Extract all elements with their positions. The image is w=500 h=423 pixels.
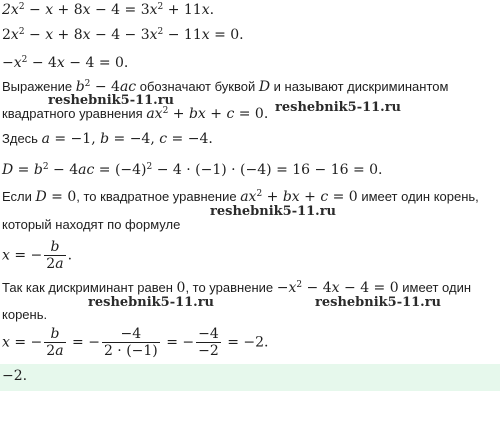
equation-1: $2x^2 - x + 8x - 4 = 3x^2 + 11x$. bbox=[2, 2, 215, 18]
paragraph-formula-intro bbox=[2, 217, 180, 232]
watermark: reshebnik5-11.ru bbox=[275, 100, 402, 115]
paragraph-single-root: Если D = 0, то квадратное уравнение $ax^2$ + bx + c = 0 имеет один корень, bbox=[2, 189, 479, 205]
root-formula: x = − $\frac{b}{2a}$ . bbox=[2, 239, 73, 272]
discriminant-computation: $D = b^2 - 4ac = (-4)^2 - 4 \cdot (-1) \cdot (-4) = 16 - 16 = 0$. bbox=[2, 162, 383, 178]
paragraph-discriminant-definition: Выражение $b^2 - 4ac$ обозначают буквой D и называют дискриминантом bbox=[2, 79, 449, 95]
answer-value: −2. bbox=[2, 368, 28, 384]
coefficients-line: Здесь a = −1, b = −4, c = −4. bbox=[2, 131, 213, 147]
text-segment: , то уравнение bbox=[185, 280, 277, 295]
watermark: reshebnik5-11.ru bbox=[210, 204, 337, 219]
text-segment: Если bbox=[2, 189, 36, 204]
text-segment: квадратного уравнения bbox=[2, 106, 147, 121]
text-segment: имеет один корень, bbox=[357, 189, 479, 204]
equation-3: $-x^2 - 4x - 4 = 0$. bbox=[2, 55, 129, 71]
text-segment: корень. bbox=[2, 307, 48, 322]
paragraph-quadratic-equation: квадратного уравнения $ax^2$ + bx + c = 0. bbox=[2, 106, 269, 122]
text-segment: имеет один bbox=[398, 280, 472, 295]
equation-2: $2x^2 - x + 8x - 4 - 3x^2 - 11x = 0$. bbox=[2, 27, 244, 43]
paragraph-root-word bbox=[2, 307, 47, 322]
text-segment: Так как дискриминант равен bbox=[2, 280, 177, 295]
text-segment: Здесь bbox=[2, 131, 42, 146]
watermark: reshebnik5-11.ru bbox=[88, 295, 215, 310]
answer-bar bbox=[0, 364, 500, 391]
paragraph-conclusion: Так как дискриминант равен 0, то уравнение $-x^2 - 4x - 4 = 0$ имеет один bbox=[2, 280, 472, 296]
text-segment: который находят по формуле bbox=[2, 217, 181, 232]
text-segment: обозначают буквой bbox=[136, 79, 259, 94]
text-segment: , то квадратное уравнение bbox=[76, 189, 241, 204]
watermark: reshebnik5-11.ru bbox=[315, 295, 442, 310]
root-computation: x = − $\frac{b}{2a}$ = − $\frac{-4}{2 \cdot (-1)}$ = − $\frac{-4}{-2}$ = −2. bbox=[2, 326, 269, 359]
text-segment: Выражение bbox=[2, 79, 76, 94]
text-segment: и называют дискриминантом bbox=[270, 79, 449, 94]
watermark: reshebnik5-11.ru bbox=[48, 93, 175, 108]
